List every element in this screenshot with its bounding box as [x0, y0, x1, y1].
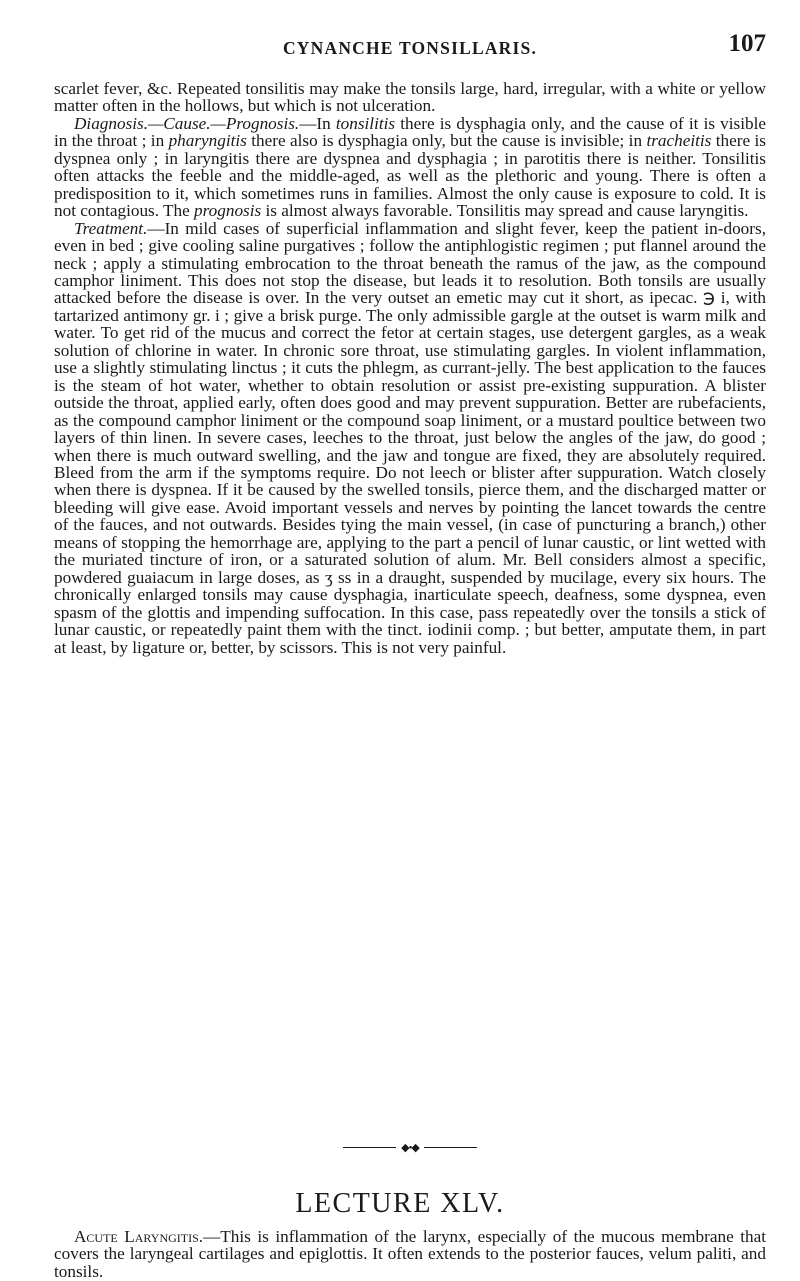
- lecture-text: [54, 1228, 766, 1280]
- page-header: [54, 30, 766, 68]
- diagnosis-text-5: is almost always favorable. Tonsilitis may spread and cause laryngitis.: [261, 201, 749, 221]
- term-tonsilitis: tonsilitis: [335, 113, 396, 133]
- diagnosis-text-4: there is dyspnea only ; in laryngitis there are dyspnea and dysphagia ; in parotitis there is neither. Tonsilitis often attacks the feeble and the middle-aged, as well as the plethoric and young. There is often a predisposition to it, which sometimes runs in families. Almost the only cause is exposure to cold. It is not contagious. The: [54, 131, 766, 221]
- paragraph-acute-laryngitis: [54, 1228, 766, 1280]
- paragraph-treatment: [54, 220, 766, 656]
- diagnosis-text-2: there is dysphagia only, and the cause of it is visible in the throat ; in: [54, 113, 766, 151]
- running-title: CYNANCHE TONSILLARIS.: [282, 38, 538, 58]
- page-number: 107: [728, 30, 766, 57]
- diagnosis-text-3: there also is dysphagia only, but the cause is invisible; in: [246, 131, 647, 151]
- acute-laryngitis-lead: Acute Laryngitis.: [74, 1227, 204, 1246]
- term-pharyngitis: pharyngitis: [168, 131, 247, 151]
- diagnosis-text-1: —In: [299, 113, 336, 133]
- paragraph-continuation: scarlet fever, &c. Repeated tonsilitis may make the tonsils large, hard, irregular, with a white or yellow matter often in the hollows, but which is not ulceration.: [54, 79, 766, 116]
- term-prognosis: prognosis: [194, 201, 262, 221]
- diagnosis-heading: Diagnosis.—Cause.—Prognosis.: [74, 113, 300, 133]
- paragraph-diagnosis: [54, 115, 766, 220]
- treatment-text: —In mild cases of superficial inflammation and slight fever, keep the patient in-doors, even in bed ; give cooling saline purgatives ; follow the antiphlogistic regimen ; put flannel around the neck ; apply a stimulating embrocation to the throat beneath the ramus of the jaw, as the compound camphor liniment. This does not stop the disease, but leads it to resolution. Both tonsils are usually attacked before the disease is over. In the very outset an emetic may cut it short, as ipecac. ℈ i, with tartarized antimony gr. i ; give a brisk purge. The only admissible gargle at the outset is warm milk and water. To get rid of the mucus and correct the fetor at certain stages, use detergent gargles, as a weak solution of chlorine in water. In chronic sore throat, use stimulating gargles. In violent inflammation, use a slightly stimulating linctus ; it cuts the phlegm, as currant-jelly. The best application to the fauces is the steam of hot water, whether to obtain resolution or assist pre-existing suppuration. A blister outside the throat, applied early, often does good and may prevent suppuration. Better are rubefacients, as the compound camphor liniment or the compound soap liniment, or a mustard poultice between two layers of thin linen. In severe cases, leeches to the throat, just below the angles of the jaw, do good ; when there is much outward swelling, and the jaw and tongue are fixed, they are absolutely required. Bleed from the arm if the symptoms require. Do not leech or blister after suppuration. Watch closely when there is dyspnea. If it be caused by the swelled tonsils, pierce them, and the discharged matter or bleeding will give ease. Avoid important vessels and nerves by pointing the lancet towards the centre of the fauces, and not outwards. Besides tying the main vessel, (in case of puncturing a branch,) other means of stopping the hemorrhage are, applying to the part a pencil of lunar caustic, or lint wetted with the muriated tincture of iron, or a saturated solution of alum. Mr. Bell considers almost a specific, powdered guaiacum in large doses, as ʒ ss in a draught, suspended by mucilage, every six hours. The chronically enlarged tonsils may cause dysphagia, inarticulate speech, deafness, some dyspnea, even spasm of the glottis and impending suffocation. In this case, pass repeatedly over the tonsils a stick of lunar caustic, or repeatedly paint them with the tinct. iodinii comp. ; but better, amputate them, in part at least, by ligature or, better, by scissors. This is not very painful.: [54, 218, 766, 657]
- lecture-heading: LECTURE XLV.: [295, 1188, 505, 1219]
- section-divider: [343, 1142, 477, 1154]
- term-tracheitis: tracheitis: [646, 131, 712, 151]
- divider-ornament: ◆•◆: [396, 1142, 424, 1154]
- main-text: [54, 80, 766, 656]
- acute-laryngitis-text: —This is inflammation of the larynx, especially of the mucous membrane that covers the laryngeal cartilages and epiglottis. It often extends to the posterior fauces, velum paliti, and tonsils.: [54, 1227, 767, 1281]
- treatment-heading: Treatment.: [74, 218, 148, 238]
